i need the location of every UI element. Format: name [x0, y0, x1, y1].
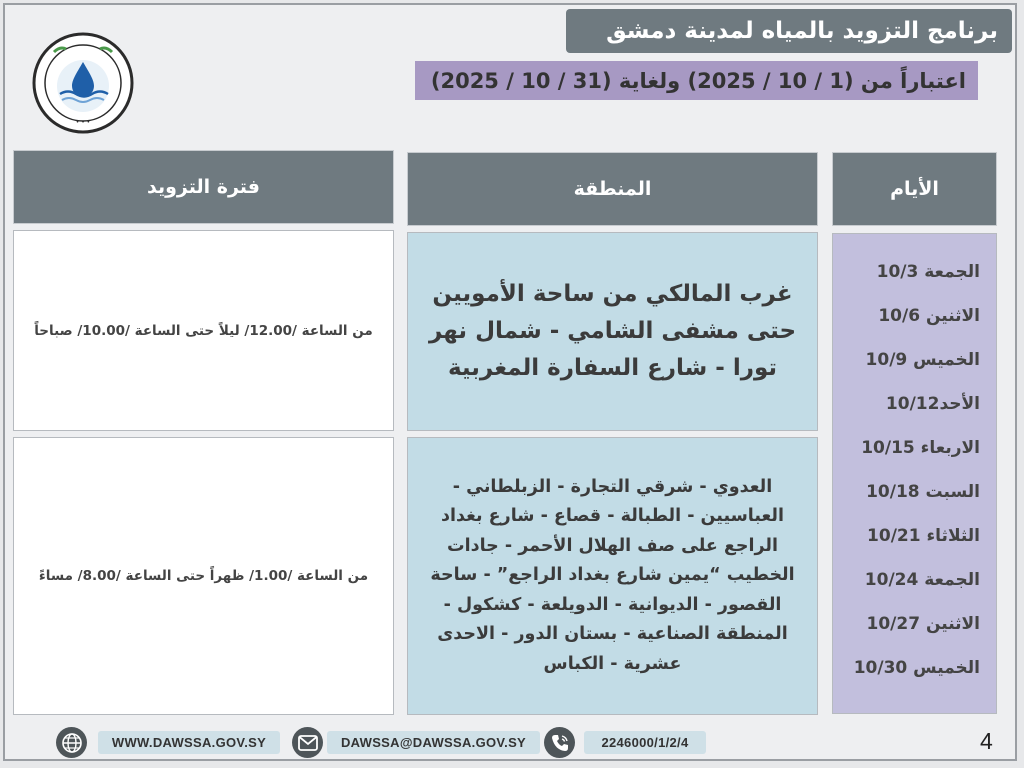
day-item: الخميس 10/30 [853, 658, 980, 678]
day-item: الجمعة 10/24 [864, 570, 980, 590]
days-column [832, 233, 997, 714]
phone-number[interactable]: 2246000/1/2/4 [584, 731, 706, 754]
logo [32, 32, 134, 134]
header-days: الأيام [832, 152, 997, 226]
header-period: فترة التزويد [13, 150, 394, 224]
page-title: برنامج التزويد بالمياه لمدينة دمشق [566, 9, 1012, 53]
day-item: الخميس 10/9 [865, 350, 980, 370]
day-item: السبت 10/18 [866, 482, 980, 502]
phone-icon [544, 727, 575, 758]
svg-text:• • •: • • • [75, 119, 91, 126]
region-cell-2: العدوي - شرقي التجارة - الزبلطاني - العباسيين - الطبالة - قصاع - شارع بغداد الراجع على صف الهلال الأحمر - جادات الخطيب “يمين شارع بغداد الراجع” - ساحة القصور - الديوانية - الدويلعة - كشكول - المنطقة الصناعية - بستان الدور - الاحدى عشرية - الكباس [407, 437, 818, 715]
day-item: الجمعة 10/3 [876, 262, 980, 282]
globe-icon [56, 727, 87, 758]
website-link[interactable]: WWW.DAWSSA.GOV.SY [98, 731, 280, 754]
mail-icon [292, 727, 323, 758]
date-range-banner: اعتباراً من (1 / 10 / 2025) ولغاية (31 / 10 / 2025) [415, 61, 978, 100]
email-link[interactable]: DAWSSA@DAWSSA.GOV.SY [327, 731, 540, 754]
day-item: الثلاثاء 10/21 [867, 526, 980, 546]
region-cell-1: غرب المالكي من ساحة الأمويين حتى مشفى الشامي - شمال نهر تورا - شارع السفارة المغربية [407, 232, 818, 431]
period-cell-1: من الساعة /12.00/ ليلاً حتى الساعة /10.00/ صباحاً [13, 230, 394, 431]
day-item: الأحد10/12 [885, 394, 980, 414]
day-item: الاربعاء 10/15 [861, 438, 980, 458]
page-number: 4 [980, 728, 993, 754]
header-region: المنطقة [407, 152, 818, 226]
day-item: الاثنين 10/27 [866, 614, 980, 634]
day-item: الاثنين 10/6 [878, 306, 980, 326]
period-cell-2: من الساعة /1.00/ ظهراً حتى الساعة /8.00/ مساءً [13, 437, 394, 715]
